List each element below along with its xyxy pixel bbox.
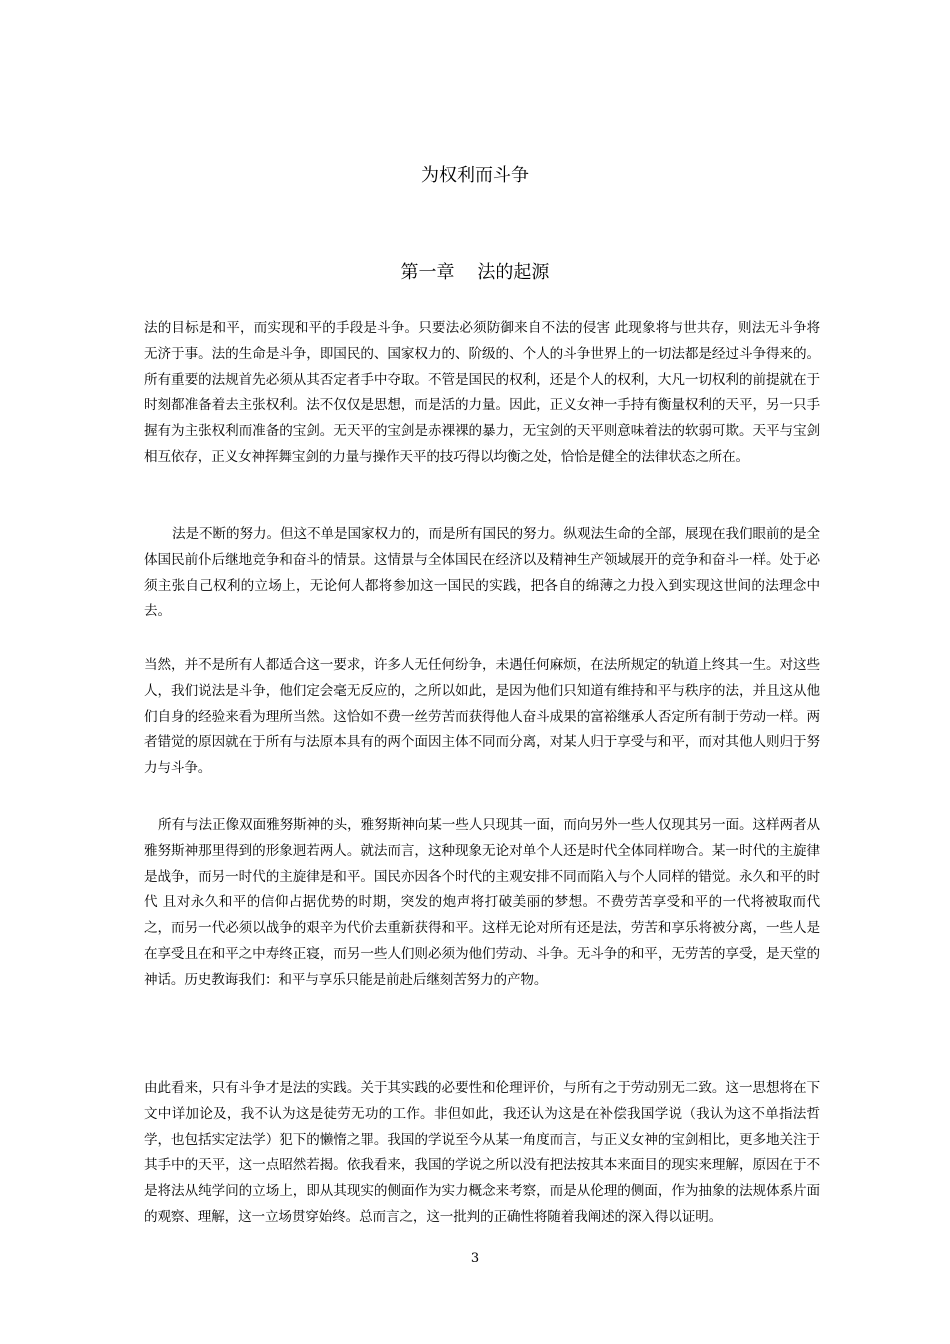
paragraph: 法是不断的努力。但这不单是国家权力的，而是所有国民的努力。纵观法生命的全部，展现在我们眼前的是全体国民前仆后继地竞争和奋斗的情景。这情景与全体国民在经济以及精神生产领域展开的竞争和奋斗一样。处于必须主张自己权利的立场上，无论何人都将参加这一国民的实践，把各自的绵薄之力投入到实现这世间的法理念中去。 <box>144 526 820 620</box>
document-title: 为权利而斗争 <box>421 165 529 186</box>
paragraph: 当然，并不是所有人都适合这一要求，许多人无任何纷争，未遇任何麻烦，在法所规定的轨道上终其一生。对这些人，我们说法是斗争，他们定会毫无反应的，之所以如此，是因为他们只知道有维持和平与秩序的法，并且这从他们自身的经验来看为理所当然。这恰如不费一丝劳苦而获得他人奋斗成果的富裕继承人否定所有制于劳动一样。两者错觉的原因就在于所有与法原本具有的两个面因主体不同而分离，对某人归于享受与和平，而对其他人则归于努力与斗争。 <box>144 657 820 777</box>
page-number: 3 <box>470 1251 480 1266</box>
paragraph: 所有与法正像双面雅努斯神的头，雅努斯神向某一些人只现其一面，而向另外一些人仅现其另一面。这样两者从雅努斯神那里得到的形象迥若两人。就法而言，这种现象无论对单个人还是时代全体同样吻合。某一时代的主旋律是战争，而另一时代的主旋律是和平。国民亦因各个时代的主观安排不同而陷入与个人同样的错觉。永久和平的时代 且对永久和平的信仰占据优势的时期，突发的炮声将打破美丽的梦想。不费劳苦享受和平的一代将被取而代之，而另一代必须以战争的艰辛为代价去重新获得和平。这样无论对所有还是法，劳苦和享乐将被分离，一些人是在享受且在和平之中寿终正寝，而另一些人们则必须为他们劳动、斗争。无斗争的和平，无劳苦的享受，是天堂的神话。历史教诲我们：和平与享乐只能是前赴后继刻苦努力的产物。 <box>144 817 820 988</box>
paragraph: 法的目标是和平，而实现和平的手段是斗争。只要法必须防御来自不法的侵害 此现象将与世共存，则法无斗争将无济于事。法的生命是斗争，即国民的、国家权力的、阶级的、个人的斗争世界上的一切法都是经过斗争得来的。所有重要的法规首先必须从其否定者手中夺取。不管是国民的权利，还是个人的权利，大凡一切权利的前提就在于时刻都准备着去主张权利。法不仅仅是思想，而是活的力量。因此，正义女神一手持有衡量权利的天平，另一只手握有为主张权利而准备的宝剑。无天平的宝剑是赤裸裸的暴力，无宝剑的天平则意味着法的软弱可欺。天平与宝剑相互依存，正义女神挥舞宝剑的力量与操作天平的技巧得以均衡之处，恰恰是健全的法律状态之所在。 <box>144 320 820 465</box>
paragraph: 由此看来，只有斗争才是法的实践。关于其实践的必要性和伦理评价，与所有之于劳动别无二致。这一思想将在下文中详加论及，我不认为这是徒劳无功的工作。非但如此，我还认为这是在补偿我国学说（我认为这不单指法哲学，也包括实定法学）犯下的懒惰之罪。我国的学说至今从某一角度而言，与正义女神的宝剑相比，更多地关注于其手中的天平，这一点昭然若揭。依我看来，我国的学说之所以没有把法按其本来面目的现实来理解，原因在于不是将法从纯学问的立场上，即从其现实的侧面作为实力概念来考察，而是从伦理的侧面，作为抽象的法规体系片面的观察、理解，这一立场贯穿始终。总而言之，这一批判的正确性将随着我阐述的深入得以证明。 <box>144 1080 820 1225</box>
chapter-heading: 第一章 法的起源 <box>400 262 550 283</box>
